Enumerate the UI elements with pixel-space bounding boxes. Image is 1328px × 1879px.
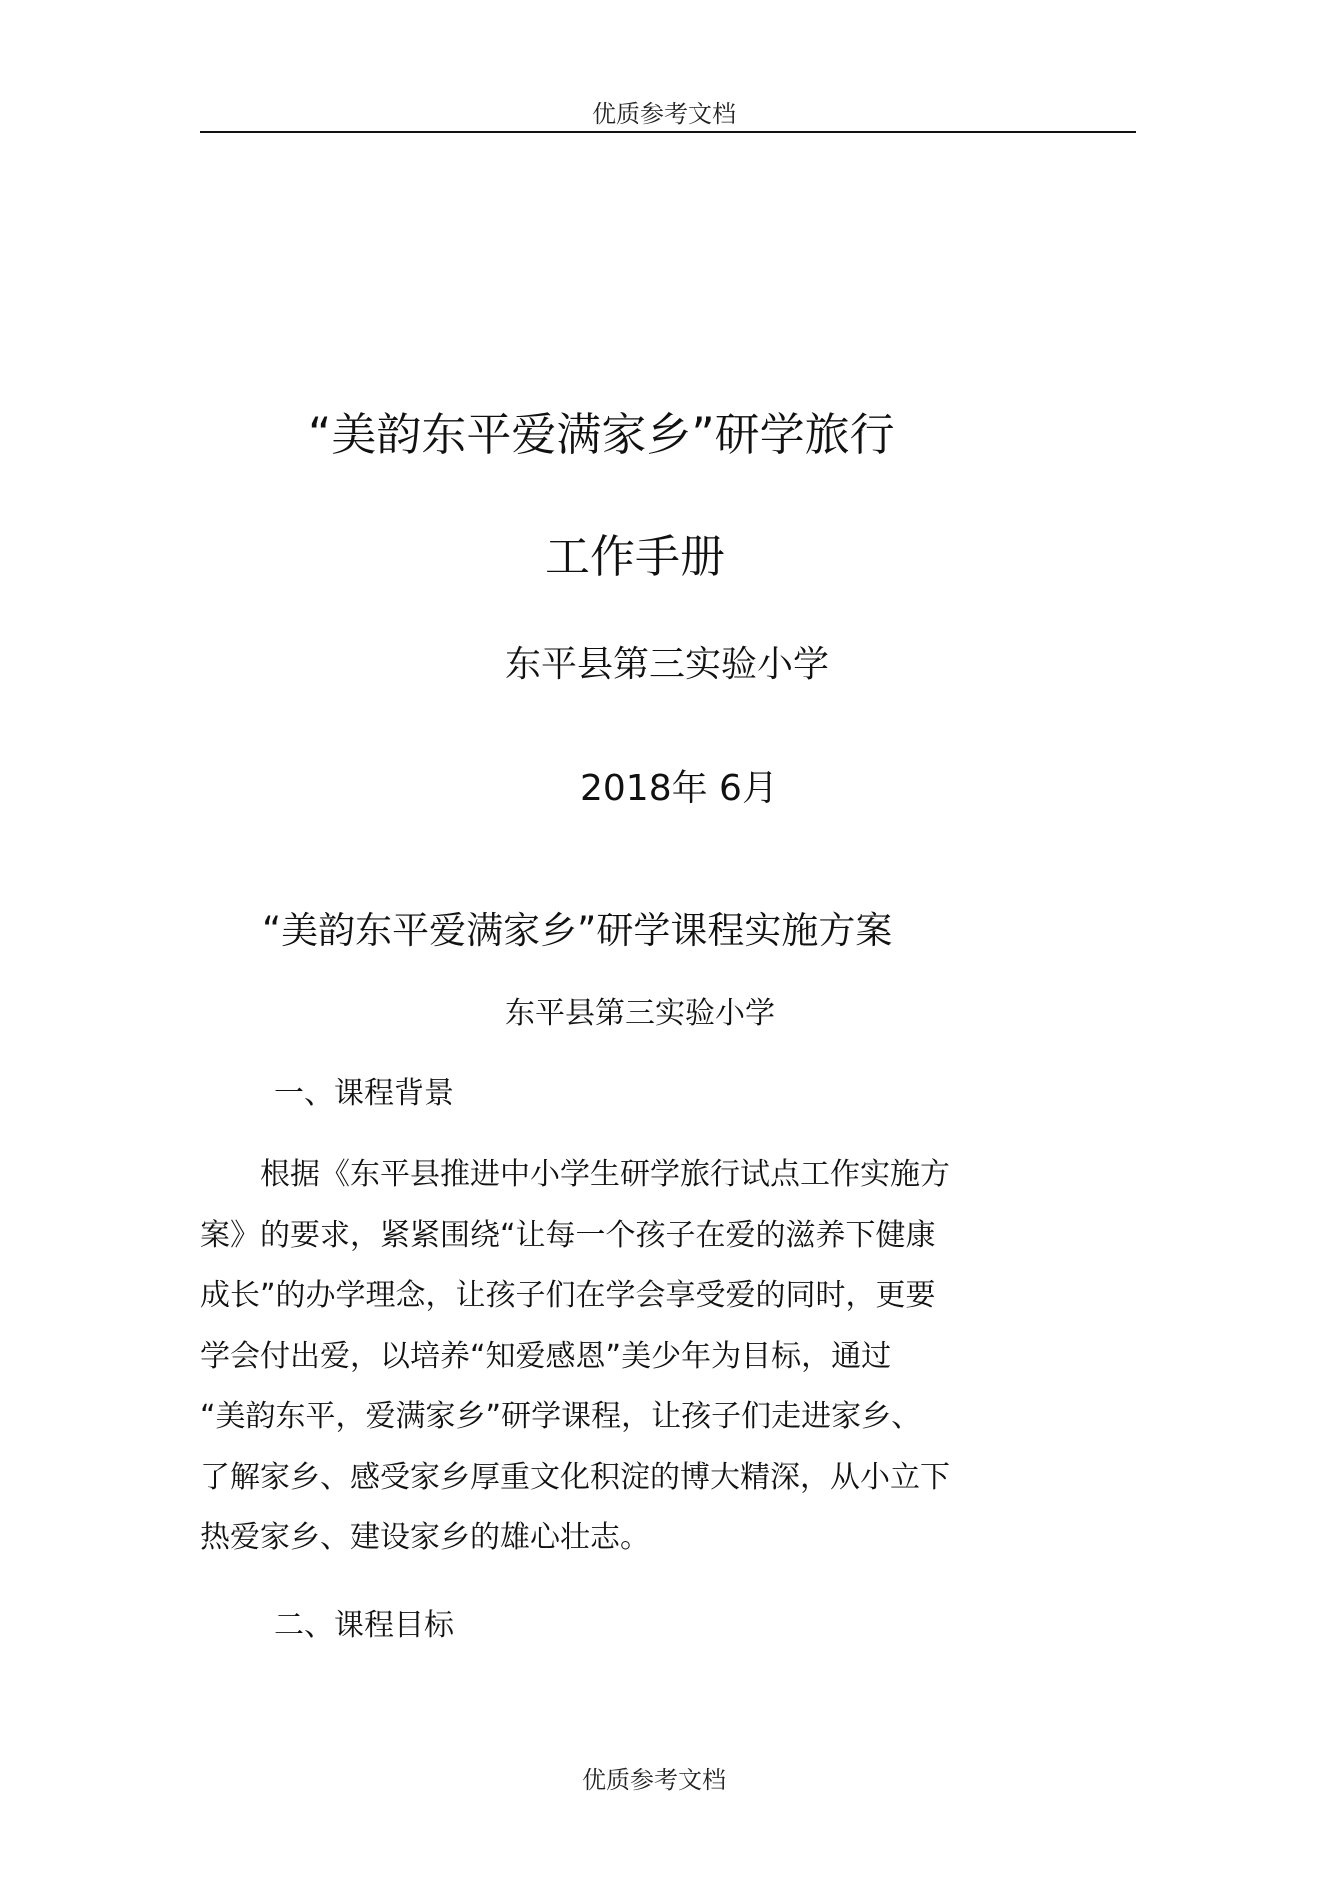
paragraph-line: 了解家乡、感受家乡厚重文化积淀的博大精深，从小立下 <box>200 1459 950 1495</box>
paragraph-line: 热爱家乡、建设家乡的雄心壮志。 <box>200 1520 650 1555</box>
plan-title: “美韵东平爱满家乡”研学课程实施方案 <box>262 909 893 952</box>
header-divider <box>200 131 1136 133</box>
page-footer: 优质参考文档 <box>582 1766 726 1794</box>
paragraph-line: 成长”的办学理念，让孩子们在学会享受爱的同时，更要 <box>200 1278 936 1313</box>
section-heading-goals: 二、课程目标 <box>274 1608 454 1643</box>
cover-subtitle: 工作手册 <box>545 530 726 583</box>
page-header: 优质参考文档 <box>592 100 736 128</box>
paragraph-line: 根据《东平县推进中小学生研学旅行试点工作实施方 <box>200 1157 950 1192</box>
paragraph-line: “美韵东平，爱满家乡”研学课程，让孩子们走进家乡、 <box>200 1399 922 1434</box>
paragraph-line: 学会付出爱，以培养“知爱感恩”美少年为目标，通过 <box>200 1338 892 1374</box>
plan-school-name: 东平县第三实验小学 <box>505 996 775 1031</box>
section-heading-background: 一、课程背景 <box>274 1076 454 1111</box>
background-paragraph <box>200 1145 1020 1569</box>
paragraph-line: 案》的要求，紧紧围绕“让每一个孩子在爱的滋养下健康 <box>200 1217 936 1253</box>
cover-date: 2018年 6月 <box>580 768 778 809</box>
cover-title: “美韵东平爱满家乡”研学旅行 <box>308 408 895 461</box>
cover-school-name: 东平县第三实验小学 <box>505 644 830 685</box>
